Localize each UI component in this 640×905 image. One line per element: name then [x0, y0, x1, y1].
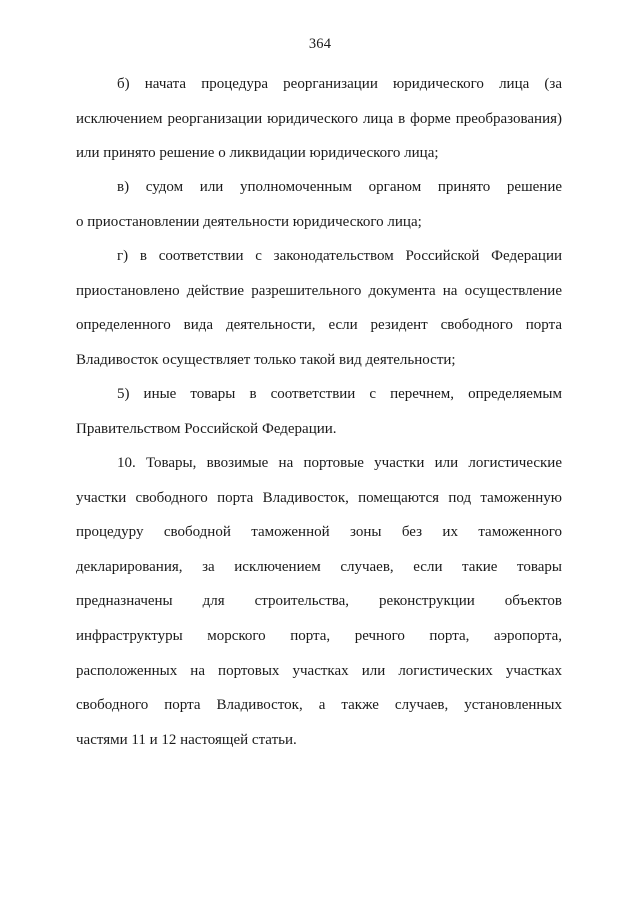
text-line: частями 11 и 12 настоящей статьи.: [76, 731, 297, 748]
text-line: исключением реорганизации юридического лица в форме преобразования): [76, 110, 562, 127]
paragraph-g: [76, 239, 562, 377]
text-line: инфраструктуры морского порта, речного порта, аэропорта,: [76, 627, 562, 644]
text-line: или принято решение о ликвидации юридического лица;: [76, 145, 439, 162]
text-line: б) начата процедура реорганизации юридического лица (за: [117, 76, 562, 92]
paragraph-v: [76, 170, 562, 239]
text-line: в) судом или уполномоченным органом принято решение: [117, 179, 562, 195]
text-line: 5) иные товары в соответствии с перечнем, определяемым: [117, 386, 562, 402]
text-line: г) в соответствии с законодательством Российской Федерации: [117, 248, 562, 264]
text-line: расположенных на портовых участках или логистических участках: [76, 662, 562, 679]
paragraph-item-5: [76, 377, 562, 446]
text-line: о приостановлении деятельности юридического лица;: [76, 213, 422, 230]
paragraph-item-10: [76, 446, 562, 757]
text-line: Правительством Российской Федерации.: [76, 420, 337, 437]
text-line: процедуру свободной таможенной зоны без их таможенного: [76, 524, 562, 541]
text-line: определенного вида деятельности, если резидент свободного порта: [76, 317, 562, 334]
text-line: декларирования, за исключением случаев, если такие товары: [76, 558, 562, 575]
text-line: предназначены для строительства, реконструкции объектов: [76, 593, 562, 610]
text-line: свободного порта Владивосток, а также случаев, установленных: [76, 697, 562, 714]
page-number: 364: [308, 36, 332, 52]
text-line: приостановлено действие разрешительного документа на осуществление: [76, 282, 562, 299]
text-line: Владивосток осуществляет только такой вид деятельности;: [76, 351, 456, 368]
paragraph-b: [76, 67, 562, 171]
text-line: 10. Товары, ввозимые на портовые участки или логистические: [117, 455, 562, 471]
text-line: участки свободного порта Владивосток, помещаются под таможенную: [76, 489, 562, 506]
